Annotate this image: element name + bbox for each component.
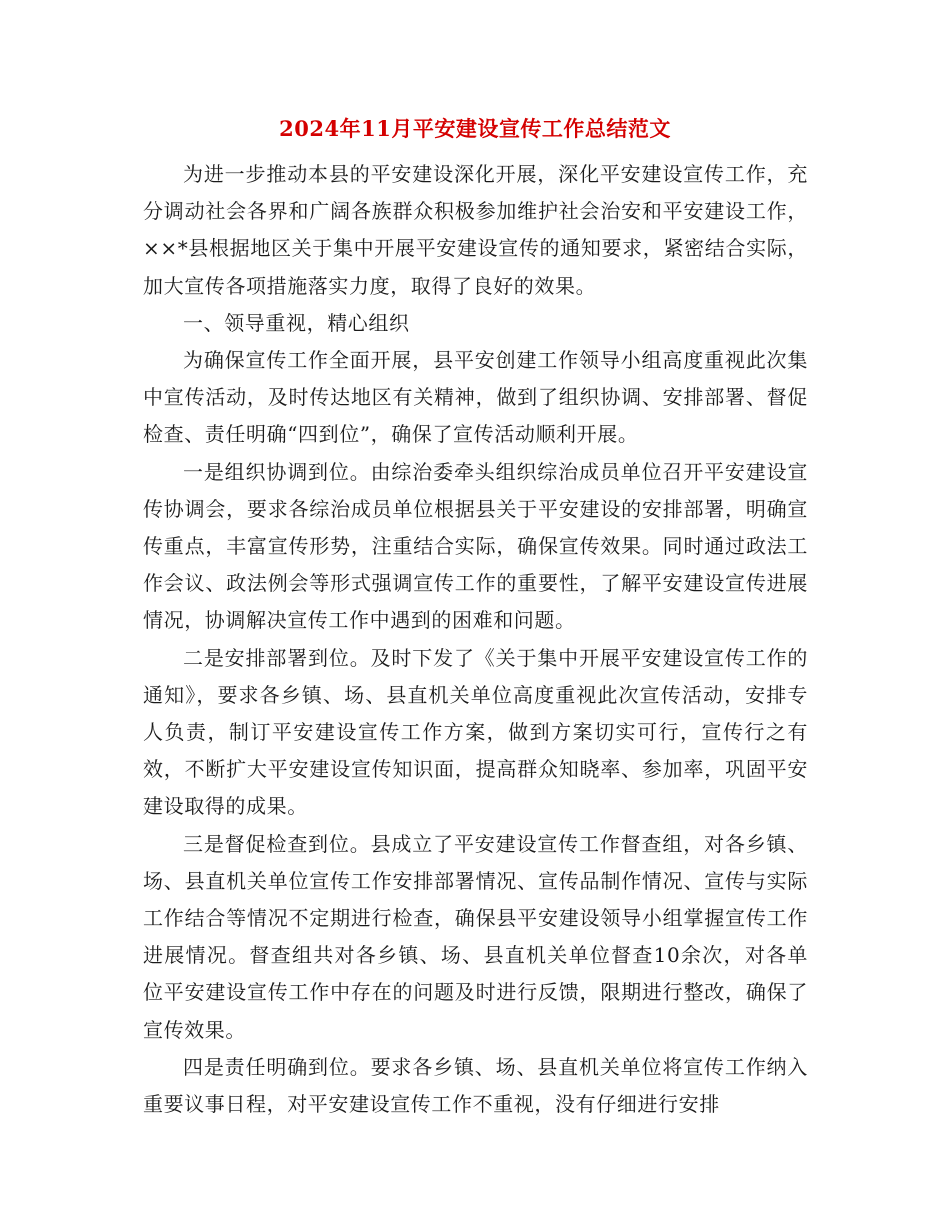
section-heading-1: 一、领导重视，精心组织	[183, 310, 410, 335]
document-body	[143, 156, 808, 1123]
paragraph-item-1: 一是组织协调到位。由综治委牵头组织综治成员单位召开平安建设宣传协调会，要求各综治成员单位根据县关于平安建设的安排部署，明确宣传重点，丰富宣传形势，注重结合实际，确保宣传效果。同时通过政法工作会议、政法例会等形式强调宣传工作的重要性，了解平安建设宣传进展情况，协调解决宣传工作中遇到的困难和问题。	[143, 459, 808, 633]
paragraph-intro: 为进一步推动本县的平安建设深化开展，深化平安建设宣传工作，充分调动社会各界和广阔各族群众积极参加维护社会治安和平安建设工作，××*县根据地区关于集中开展平安建设宣传的通知要求，紧密结合实际，加大宣传各项措施落实力度，取得了良好的效果。	[143, 162, 808, 298]
paragraph-item-2: 二是安排部署到位。及时下发了《关于集中开展平安建设宣传工作的通知》，要求各乡镇、场、县直机关单位高度重视此次宣传活动，安排专人负责，制订平安建设宣传工作方案，做到方案切实可行，宣传行之有效，不断扩大平安建设宣传知识面，提高群众知晓率、参加率，巩固平安建设取得的成果。	[143, 645, 808, 819]
document-title: 2024年11月平安建设宣传工作总结范文	[279, 116, 671, 141]
paragraph-section-1: 为确保宣传工作全面开展，县平安创建工作领导小组高度重视此次集中宣传活动，及时传达地区有关精神，做到了组织协调、安排部署、督促检查、责任明确“四到位”，确保了宣传活动顺利开展。	[143, 348, 808, 447]
paragraph-item-3: 三是督促检查到位。县成立了平安建设宣传工作督查组，对各乡镇、场、县直机关单位宣传工作安排部署情况、宣传品制作情况、宣传与实际工作结合等情况不定期进行检查，确保县平安建设领导小组掌握宣传工作进展情况。督查组共对各乡镇、场、县直机关单位督查10余次，对各单位平安建设宣传工作中存在的问题及时进行反馈，限期进行整改，确保了宣传效果。	[143, 831, 808, 1042]
paragraph-item-4: 四是责任明确到位。要求各乡镇、场、县直机关单位将宣传工作纳入重要议事日程，对平安建设宣传工作不重视，没有仔细进行安排	[143, 1054, 808, 1117]
